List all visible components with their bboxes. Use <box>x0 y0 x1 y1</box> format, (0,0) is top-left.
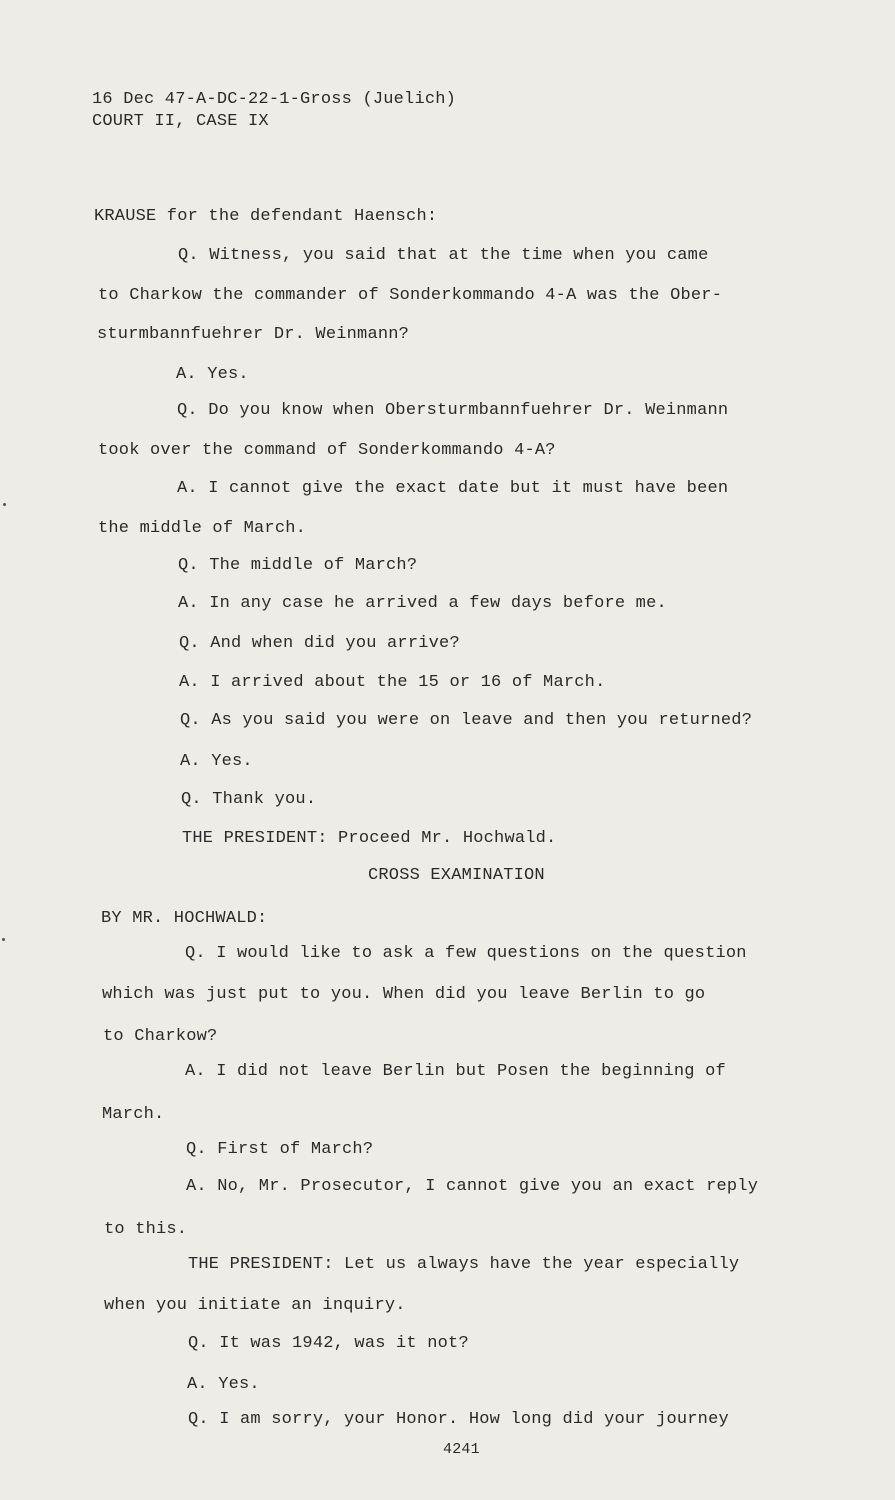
margin-speck <box>2 938 5 941</box>
page-number: 4241 <box>443 1441 480 1458</box>
text-line: sturmbannfuehrer Dr. Weinmann? <box>97 325 410 344</box>
text-line: took over the command of Sonderkommando 4-A? <box>98 441 556 460</box>
text-line: the middle of March. <box>98 519 307 538</box>
answer-line: A. In any case he arrived a few days before me. <box>178 594 667 613</box>
answer-line: A. I cannot give the exact date but it must have been <box>177 479 729 498</box>
question-line: Q. It was 1942, was it not? <box>188 1334 469 1353</box>
margin-speck <box>3 503 6 506</box>
question-line: Q. First of March? <box>186 1140 374 1159</box>
answer-line: A. I arrived about the 15 or 16 of March. <box>179 673 606 692</box>
header-line-1: 16 Dec 47-A-DC-22-1-Gross (Juelich) <box>92 90 457 109</box>
question-line: Q. I would like to ask a few questions on the question <box>185 944 747 963</box>
question-line: Q. And when did you arrive? <box>179 634 460 653</box>
question-line: Q. Thank you. <box>181 790 317 809</box>
president-statement: THE PRESIDENT: Let us always have the year especially <box>188 1255 740 1274</box>
question-line: Q. Witness, you said that at the time when you came <box>178 246 709 265</box>
answer-line: A. Yes. <box>176 365 249 384</box>
question-line: Q. I am sorry, your Honor. How long did your journey <box>188 1410 729 1429</box>
question-line: Q. The middle of March? <box>178 556 418 575</box>
text-line: to Charkow the commander of Sonderkommando 4-A was the Ober- <box>98 286 723 305</box>
counsel-heading: KRAUSE for the defendant Haensch: <box>94 207 438 226</box>
answer-line: A. I did not leave Berlin but Posen the beginning of <box>185 1062 726 1081</box>
text-line: to Charkow? <box>103 1027 218 1046</box>
question-line: Q. As you said you were on leave and then you returned? <box>180 711 753 730</box>
answer-line: A. Yes. <box>187 1375 260 1394</box>
header-line-2: COURT II, CASE IX <box>92 112 269 131</box>
text-line: to this. <box>104 1220 188 1239</box>
answer-line: A. No, Mr. Prosecutor, I cannot give you an exact reply <box>186 1177 759 1196</box>
counsel-heading: BY MR. HOCHWALD: <box>101 909 268 928</box>
president-statement: THE PRESIDENT: Proceed Mr. Hochwald. <box>182 829 557 848</box>
text-line: when you initiate an inquiry. <box>104 1296 406 1315</box>
answer-line: A. Yes. <box>180 752 253 771</box>
text-line: which was just put to you. When did you leave Berlin to go <box>102 985 706 1004</box>
text-line: March. <box>102 1105 165 1124</box>
question-line: Q. Do you know when Obersturmbannfuehrer Dr. Weinmann <box>177 401 729 420</box>
section-heading: CROSS EXAMINATION <box>368 866 545 885</box>
